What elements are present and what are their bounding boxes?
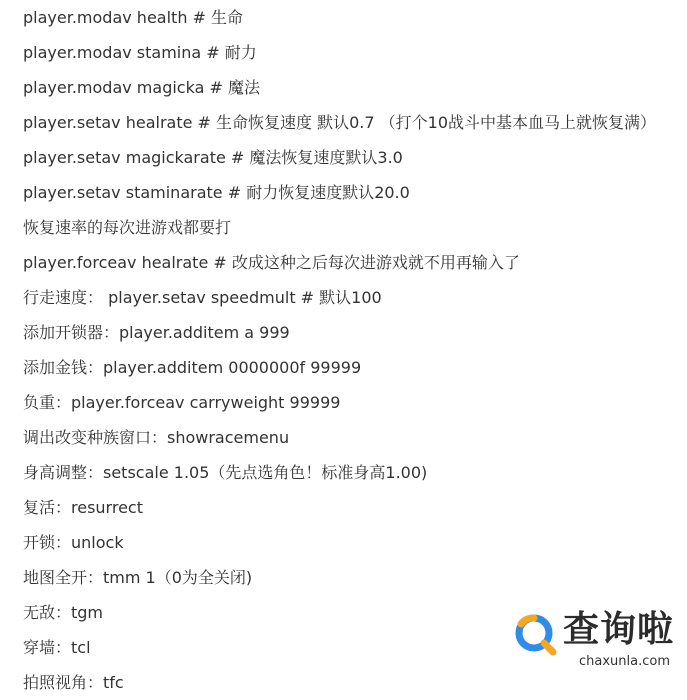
command-line-forceav-healrate: player.forceav healrate # 改成这种之后每次进游戏就不用再输入了 <box>23 253 520 272</box>
command-line-magicka: player.modav magicka # 魔法 <box>23 78 260 97</box>
command-line-speedmult: 行走速度： player.setav speedmult # 默认100 <box>23 288 382 307</box>
command-line-healrate: player.setav healrate # 生命恢复速度 默认0.7 （打个10战斗中基本血马上就恢复满） <box>23 113 657 132</box>
command-line-staminarate: player.setav staminarate # 耐力恢复速度默认20.0 <box>23 183 410 202</box>
command-line-health: player.modav health # 生命 <box>23 8 244 27</box>
command-line-setscale: 身高调整：setscale 1.05（先点选角色！标准身高1.00) <box>23 463 428 482</box>
watermark-title: 查询啦 <box>563 609 675 650</box>
command-line-gold: 添加金钱：player.additem 0000000f 99999 <box>23 358 362 377</box>
command-line-carryweight: 负重：player.forceav carryweight 99999 <box>23 393 341 412</box>
article-content <box>23 0 673 700</box>
command-line-magickarate: player.setav magickarate # 魔法恢复速度默认3.0 <box>23 148 403 167</box>
note-line-recovery: 恢复速率的每次进游戏都要打 <box>23 218 232 237</box>
command-line-resurrect: 复活：resurrect <box>23 498 143 517</box>
watermark-logo <box>513 604 687 693</box>
command-line-unlock: 开锁：unlock <box>23 533 124 552</box>
command-line-tfc: 拍照视角：tfc <box>23 673 124 692</box>
command-line-stamina: player.modav stamina # 耐力 <box>23 43 257 62</box>
watermark-url: chaxunla.com <box>579 654 670 669</box>
command-line-tcl: 穿墙：tcl <box>23 638 91 657</box>
magnifier-q-icon <box>513 612 559 658</box>
command-line-tmm: 地图全开：tmm 1（0为全关闭) <box>23 568 253 587</box>
command-line-tgm: 无敌：tgm <box>23 603 104 622</box>
command-line-lockpick: 添加开锁器：player.additem a 999 <box>23 323 290 342</box>
command-line-racemenu: 调出改变种族窗口：showracemenu <box>23 428 290 447</box>
